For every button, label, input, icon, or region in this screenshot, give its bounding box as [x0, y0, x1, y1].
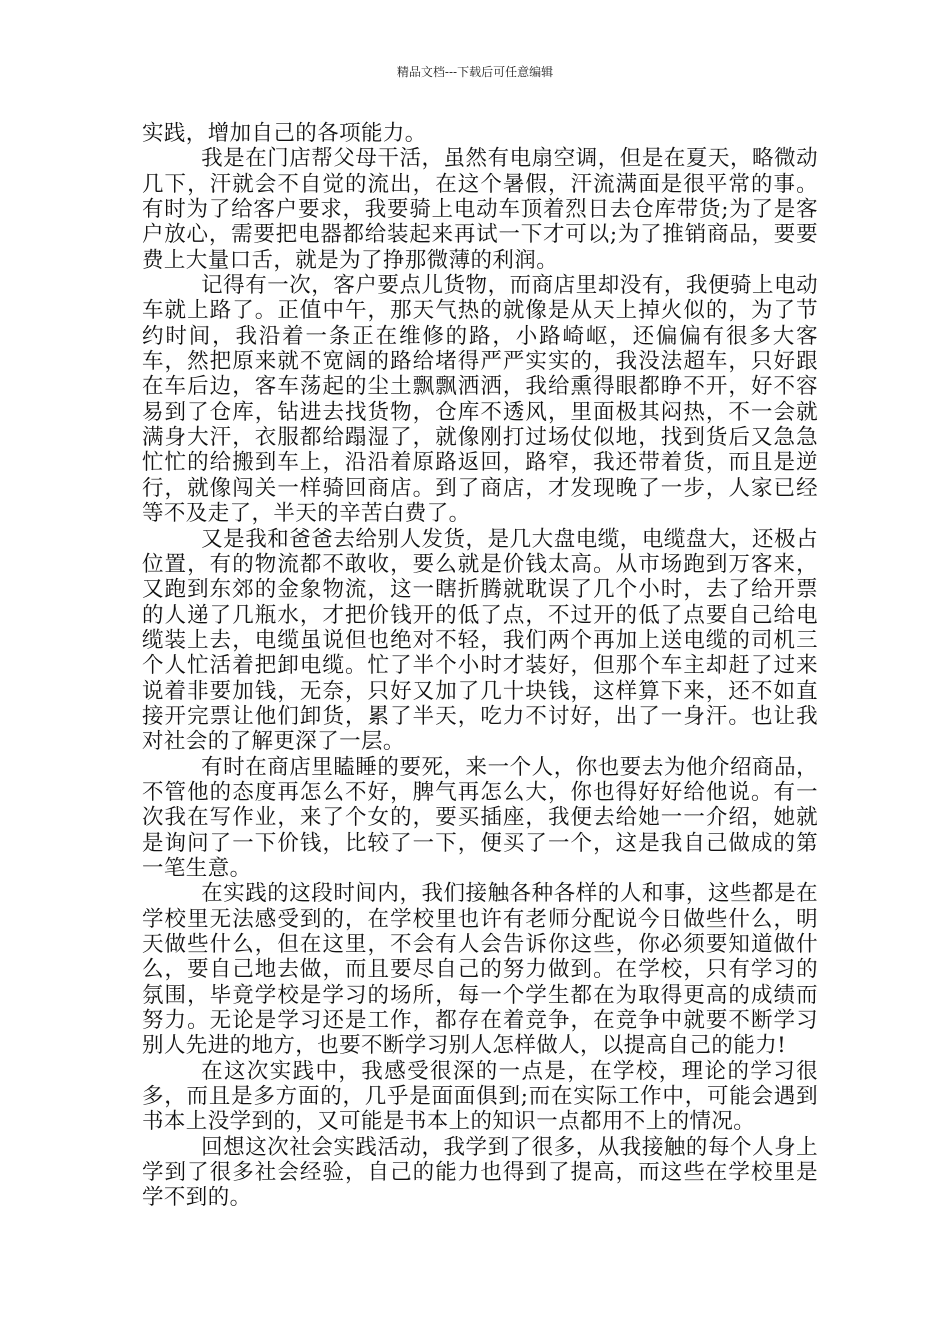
paragraph-first-sale: 有时在商店里瞌睡的要死，来一个人，你也要去为他介绍商品，不管他的态度再怎么不好，脾气再怎么大，你也得好好给他说。有一次我在写作业，来了个女的，要买插座，我便去给她一一介绍，她就是询问了一下价钱，比较了一下，便买了一个，这是我自己做成的第一笔生意。	[142, 754, 818, 881]
paragraph-reflection-school: 在实践的这段时间内，我们接触各种各样的人和事，这些都是在学校里无法感受到的，在学校里也许有老师分配说今日做些什么，明天做些什么，但在这里，不会有人会告诉你这些，你必须要知道做什么，要自己地去做，而且要尽自己的努力做到。在学校，只有学习的氛围，毕竟学校是学习的场所，每一个学生都在为取得更高的成绩而努力。无论是学习还是工作，都存在着竞争，在竞争中就要不断学习别人先进的地方，也要不断学习别人怎样做人，以提高自己的能力!	[142, 881, 818, 1059]
paragraph-conclusion: 回想这次社会实践活动，我学到了很多，从我接触的每个人身上学到了很多社会经验，自己的能力也得到了提高，而这些在学校里是学不到的。	[142, 1134, 818, 1211]
paragraph-theory-practice: 在这次实践中，我感受很深的一点是，在学校，理论的学习很多，而且是多方面的，几乎是面面俱到;而在实际工作中，可能会遇到书本上没学到的，又可能是书本上的知识一点都用不上的情况。	[142, 1058, 818, 1135]
paragraph-cable-delivery: 又是我和爸爸去给别人发货，是几大盘电缆，电缆盘大，还极占位置，有的物流都不敢收，要么就是价钱太高。从市场跑到万客来，又跑到东郊的金象物流，这一瞎折腾就耽误了几个小时，去了给开票的人递了几瓶水，才把价钱开的低了点，不过开的低了点要自己给电缆装上去，电缆虽说但也绝对不轻，我们两个再加上送电缆的司机三个人忙活着把卸电缆。忙了半个小时才装好，但那个车主却赶了过来说着非要加钱，无奈，只好又加了几十块钱，这样算下来，还不如直接开完票让他们卸货，累了半天，吃力不讨好，出了一身汗。也让我对社会的了解更深了一层。	[142, 526, 818, 755]
page-header: 精品文档---下载后可任意编辑	[396, 65, 554, 79]
paragraph-warehouse-trip: 记得有一次，客户要点儿货物，而商店里却没有，我便骑上电动车就上路了。正值中午，那天气热的就像是从天上掉火似的，为了节约时间，我沿着一条正在维修的路，小路崎岖，还偏偏有很多大客车，然把原来就不宽阔的路给堵得严严实实的，我没法超车，只好跟在车后边，客车荡起的尘土飘飘洒洒，我给熏得眼都睁不开，好不容易到了仓库，钻进去找货物，仓库不透风，里面极其闷热，不一会就满身大汗，衣服都给蹋湿了，就像刚打过场仗似地，找到货后又急急忙忙的给搬到车上，沿沿着原路返回，路窄，我还带着货，而且是逆行，就像闯关一样骑回商店。到了商店，才发现晚了一步，人家已经等不及走了，半天的辛苦白费了。	[142, 273, 818, 527]
paragraph-continuation: 实践，增加自己的各项能力。	[142, 121, 427, 146]
document-body	[142, 121, 818, 1211]
paragraph-store-work: 我是在门店帮父母干活，虽然有电扇空调，但是在夏天，略微动几下，汗就会不自觉的流出，在这个暑假，汗流满面是很平常的事。有时为了给客户要求，我要骑上电动车顶着烈日去仓库带货;为了是客户放心，需要把电器都给装起来再试一下才可以;为了推销商品，要要费上大量口舌，就是为了挣那微薄的利润。	[142, 146, 818, 273]
